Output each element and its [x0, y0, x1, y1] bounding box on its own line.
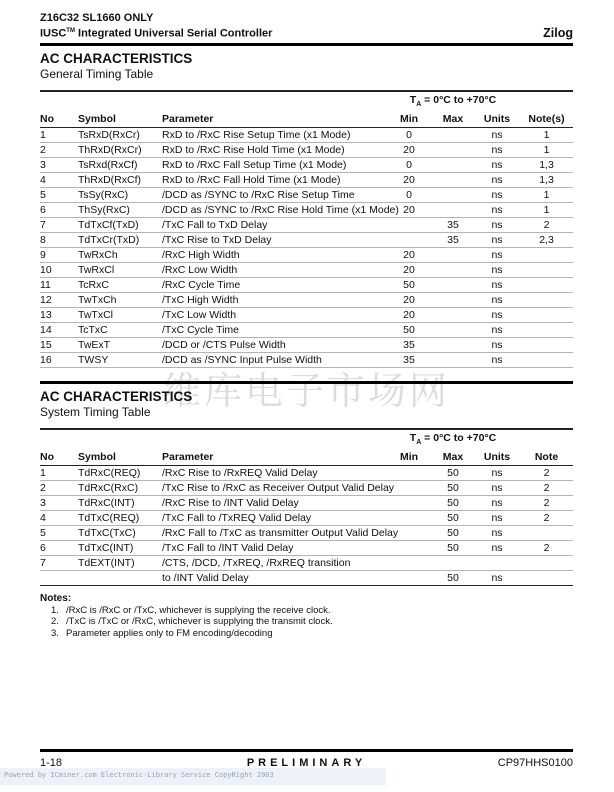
temp-condition-row	[40, 430, 573, 449]
cell-no: 2	[40, 143, 46, 156]
temp-sub: A	[416, 439, 422, 447]
header-line2	[40, 25, 573, 41]
cell-min: 0	[406, 128, 412, 141]
cell-parameter: /TxC Rise to /RxC as Receiver Output Valid Delay	[162, 481, 395, 494]
table-row	[40, 278, 573, 293]
background-watermark: 维库电子市场网	[163, 369, 451, 413]
cell-parameter: /DCD or /CTS Pulse Width	[162, 338, 286, 351]
temp-t: T	[409, 94, 417, 107]
cell-symbol: TcTxC	[78, 323, 108, 336]
page-header	[40, 0, 573, 46]
cell-note: 2	[543, 218, 550, 231]
table2-column-headers	[40, 449, 573, 466]
table-row	[40, 188, 573, 203]
note-item	[40, 605, 573, 617]
table-row	[40, 233, 573, 248]
table-row	[40, 481, 573, 496]
cell-no: 4	[40, 173, 46, 186]
cell-units: ns	[491, 293, 503, 306]
notes-list	[40, 605, 573, 640]
cell-no: 9	[40, 248, 46, 261]
cell-parameter: /TxC Fall to /TxREQ Valid Delay	[162, 511, 312, 524]
cell-no: 3	[40, 496, 46, 509]
cell-min: 0	[406, 188, 412, 201]
cell-symbol: TWSY	[78, 353, 109, 366]
cell-parameter: /RxC Cycle Time	[162, 278, 241, 291]
cell-parameter: RxD to /RxC Fall Setup Time (x1 Mode)	[162, 158, 347, 171]
cell-min: 50	[403, 278, 415, 291]
cell-units: ns	[491, 481, 503, 494]
cell-symbol: TdRxC(REQ)	[78, 466, 141, 479]
temp-range: = 0°C to +70°C	[421, 432, 497, 445]
cell-parameter: /TxC Low Width	[162, 308, 237, 321]
cell-parameter: /TxC Fall to /INT Valid Delay	[162, 541, 294, 554]
cell-note: 2	[543, 466, 550, 479]
cell-no: 5	[40, 188, 46, 201]
table-row	[40, 353, 573, 368]
cell-units: ns	[491, 353, 503, 366]
col-header-max: Max	[442, 112, 464, 125]
cell-units: ns	[491, 278, 503, 291]
library-service-watermark-bar: Powered by ICminer.com Electronic-Library Service CopyRight 2003	[0, 768, 386, 785]
cell-units: ns	[491, 511, 503, 524]
table-row	[40, 248, 573, 263]
table-row	[40, 263, 573, 278]
cell-parameter: /RxC Rise to /RxREQ Valid Delay	[162, 466, 318, 479]
cell-min: 20	[403, 293, 415, 306]
col-header-max: Max	[442, 450, 464, 463]
cell-symbol: TdRxC(RxC)	[78, 481, 139, 494]
cell-note: 2	[543, 511, 550, 524]
cell-units: ns	[491, 323, 503, 336]
cell-symbol: TdTxC(REQ)	[78, 511, 140, 524]
cell-units: ns	[491, 466, 503, 479]
cell-no: 7	[40, 556, 46, 569]
cell-min: 50	[403, 323, 415, 336]
cell-units: ns	[491, 496, 503, 509]
cell-note: 1,3	[539, 173, 554, 186]
cell-parameter: /RxC Rise to /INT Valid Delay	[162, 496, 299, 509]
cell-no: 5	[40, 526, 46, 539]
cell-note: 2	[543, 481, 550, 494]
cell-no: 13	[40, 308, 52, 321]
cell-symbol: TdRxC(INT)	[78, 496, 135, 509]
cell-min: 35	[403, 353, 415, 366]
cell-units: ns	[491, 308, 503, 321]
notes-label: Notes:	[40, 592, 72, 604]
cell-no: 1	[40, 466, 46, 479]
brand-logo-text: Zilog	[543, 25, 573, 40]
table-row	[40, 526, 573, 541]
cell-parameter: /TxC High Width	[162, 293, 239, 306]
cell-parameter: RxD to /RxC Fall Hold Time (x1 Mode)	[162, 173, 341, 186]
table-row	[40, 338, 573, 353]
table-row	[40, 158, 573, 173]
cell-units: ns	[491, 338, 503, 351]
cell-no: 6	[40, 203, 46, 216]
cell-no: 3	[40, 158, 46, 171]
cell-max: 50	[447, 526, 459, 539]
note-number: 2.	[51, 616, 59, 628]
table-row	[40, 541, 573, 556]
cell-max: 50	[447, 496, 459, 509]
cell-units: ns	[491, 526, 503, 539]
cell-parameter: /TxC Rise to TxD Delay	[162, 233, 272, 246]
cell-note: 1	[543, 128, 550, 141]
table1-body	[40, 128, 573, 368]
cell-note: 2	[543, 541, 550, 554]
cell-no: 16	[40, 353, 52, 366]
table-row	[40, 496, 573, 511]
cell-symbol: TsSy(RxC)	[78, 188, 129, 201]
cell-units: ns	[491, 143, 503, 156]
cell-max: 50	[447, 571, 459, 584]
table-row	[40, 308, 573, 323]
cell-parameter: to /INT Valid Delay	[162, 571, 249, 584]
cell-units: ns	[491, 233, 503, 246]
table-row	[40, 143, 573, 158]
cell-symbol: TdTxC(INT)	[78, 541, 134, 554]
cell-symbol: TsRxd(RxCf)	[78, 158, 138, 171]
temp-sub: A	[416, 101, 422, 109]
table-row	[40, 293, 573, 308]
cell-symbol: TdTxC(TxC)	[78, 526, 136, 539]
temp-condition-label	[386, 432, 520, 446]
cell-min: 35	[403, 338, 415, 351]
cell-symbol: TwTxCh	[78, 293, 117, 306]
cell-parameter: /RxC Low Width	[162, 263, 238, 276]
cell-min: 20	[403, 248, 415, 261]
part-number: Z16C32 SL1660 ONLY	[40, 12, 154, 24]
cell-min: 20	[403, 308, 415, 321]
cell-note: 2	[543, 496, 550, 509]
col-header-units: Units	[483, 112, 511, 125]
trademark-symbol: TM	[66, 28, 75, 34]
cell-units: ns	[491, 158, 503, 171]
cell-units: ns	[491, 263, 503, 276]
cell-symbol: TsRxD(RxCr)	[78, 128, 140, 141]
temp-range: = 0°C to +70°C	[421, 94, 497, 107]
cell-note: 2,3	[539, 233, 554, 246]
note-item	[40, 616, 573, 628]
section2-title: AC CHARACTERISTICS	[40, 388, 193, 404]
notes-block	[40, 593, 573, 640]
cell-symbol: ThRxD(RxCf)	[78, 173, 141, 186]
cell-symbol: TwRxCl	[78, 263, 115, 276]
note-number: 3.	[51, 627, 59, 639]
document-code: CP97HHS0100	[497, 757, 573, 769]
cell-symbol: TwTxCl	[78, 308, 113, 321]
table-row	[40, 218, 573, 233]
cell-symbol: TdTxCr(TxD)	[78, 233, 140, 246]
cell-symbol: TwRxCh	[78, 248, 118, 261]
cell-note: 1	[543, 188, 550, 201]
cell-parameter: /DCD as /SYNC to /RxC Rise Setup Time	[162, 188, 355, 201]
cell-no: 11	[40, 278, 51, 291]
col-header-min: Min	[399, 112, 419, 125]
cell-parameter: /DCD as /SYNC Input Pulse Width	[162, 353, 322, 366]
cell-symbol: TdEXT(INT)	[78, 556, 135, 569]
cell-symbol: TwExT	[78, 338, 111, 351]
col-header-parameter: Parameter	[162, 450, 214, 463]
cell-parameter: /TxC Fall to TxD Delay	[162, 218, 268, 231]
table-row	[40, 323, 573, 338]
cell-min: 20	[403, 143, 415, 156]
footer-row	[40, 757, 573, 771]
cell-note: 1	[543, 143, 550, 156]
section1-title: AC CHARACTERISTICS	[40, 50, 193, 66]
table-row	[40, 203, 573, 218]
note-text: Parameter applies only to FM encoding/decoding	[66, 627, 273, 639]
page-footer	[40, 749, 573, 771]
cell-no: 1	[40, 128, 46, 141]
section2-subtitle: System Timing Table	[40, 404, 151, 419]
general-timing-table	[40, 90, 573, 368]
col-header-min: Min	[399, 450, 419, 463]
cell-min: 20	[403, 203, 415, 216]
cell-no: 4	[40, 511, 46, 524]
col-header-parameter: Parameter	[162, 112, 214, 125]
temp-condition-label	[386, 94, 520, 108]
page-number: 1-18	[40, 757, 63, 769]
cell-parameter: /TxC Cycle Time	[162, 323, 240, 336]
table2-body	[40, 466, 573, 586]
col-header-notes: Note(s)	[528, 112, 565, 125]
cell-max: 50	[447, 481, 459, 494]
product-description: Integrated Universal Serial Controller	[74, 27, 273, 40]
cell-units: ns	[491, 571, 503, 584]
table-row	[40, 128, 573, 143]
cell-symbol: ThRxD(RxCr)	[78, 143, 142, 156]
product-title	[40, 25, 272, 41]
col-header-no: No	[40, 112, 54, 125]
col-header-no: No	[40, 450, 54, 463]
cell-units: ns	[491, 188, 503, 201]
cell-symbol: ThSy(RxC)	[78, 203, 130, 216]
preliminary-label: PRELIMINARY	[246, 757, 367, 769]
cell-min: 20	[403, 263, 415, 276]
cell-max: 35	[447, 233, 459, 246]
col-header-note: Note	[534, 450, 559, 463]
cell-note: 1,3	[539, 158, 554, 171]
table-row	[40, 173, 573, 188]
cell-units: ns	[491, 128, 503, 141]
cell-parameter: /RxC Fall to /TxC as transmitter Output Valid Delay	[162, 526, 399, 539]
temp-condition-row	[40, 92, 573, 111]
cell-no: 6	[40, 541, 46, 554]
note-number: 1.	[51, 604, 59, 616]
system-timing-table	[40, 428, 573, 586]
cell-no: 2	[40, 481, 46, 494]
cell-no: 7	[40, 218, 46, 231]
cell-parameter: RxD to /RxC Rise Hold Time (x1 Mode)	[162, 143, 345, 156]
col-header-units: Units	[483, 450, 511, 463]
page-content	[40, 0, 573, 639]
col-header-symbol: Symbol	[78, 112, 116, 125]
cell-symbol: TdTxCf(TxD)	[78, 218, 139, 231]
cell-units: ns	[491, 248, 503, 261]
cell-units: ns	[491, 541, 503, 554]
table-row	[40, 511, 573, 526]
note-text: /RxC is /RxC or /TxC, whichever is supplying the receive clock.	[66, 604, 331, 616]
cell-parameter: /RxC High Width	[162, 248, 240, 261]
temp-t: T	[409, 432, 417, 445]
cell-parameter: RxD to /RxC Rise Setup Time (x1 Mode)	[162, 128, 351, 141]
table1-column-headers	[40, 111, 573, 128]
cell-min: 0	[406, 158, 412, 171]
cell-no: 14	[40, 323, 52, 336]
cell-max: 50	[447, 511, 459, 524]
product-name: IUSC	[40, 27, 67, 40]
cell-no: 12	[40, 293, 52, 306]
cell-units: ns	[491, 203, 503, 216]
note-item	[40, 628, 573, 640]
cell-units: ns	[491, 173, 503, 186]
cell-no: 8	[40, 233, 46, 246]
table-row	[40, 466, 573, 481]
cell-max: 50	[447, 466, 459, 479]
note-text: /TxC is /TxC or /RxC, whichever is supplying the transmit clock.	[66, 616, 333, 628]
cell-parameter: /DCD as /SYNC to /RxC Rise Hold Time (x1 Mode)	[162, 203, 399, 216]
table-row	[40, 571, 573, 586]
col-header-symbol: Symbol	[78, 450, 116, 463]
cell-max: 50	[447, 541, 459, 554]
section-divider	[40, 381, 573, 384]
cell-parameter: /CTS, /DCD, /TxREQ, /RxREQ transition	[162, 556, 351, 569]
cell-max: 35	[447, 218, 459, 231]
cell-no: 15	[40, 338, 52, 351]
cell-no: 10	[40, 263, 52, 276]
cell-note: 1	[543, 203, 550, 216]
cell-min: 20	[403, 173, 415, 186]
section1-subtitle: General Timing Table	[40, 66, 154, 81]
cell-units: ns	[491, 218, 503, 231]
cell-symbol: TcRxC	[78, 278, 109, 291]
table-row	[40, 556, 573, 571]
